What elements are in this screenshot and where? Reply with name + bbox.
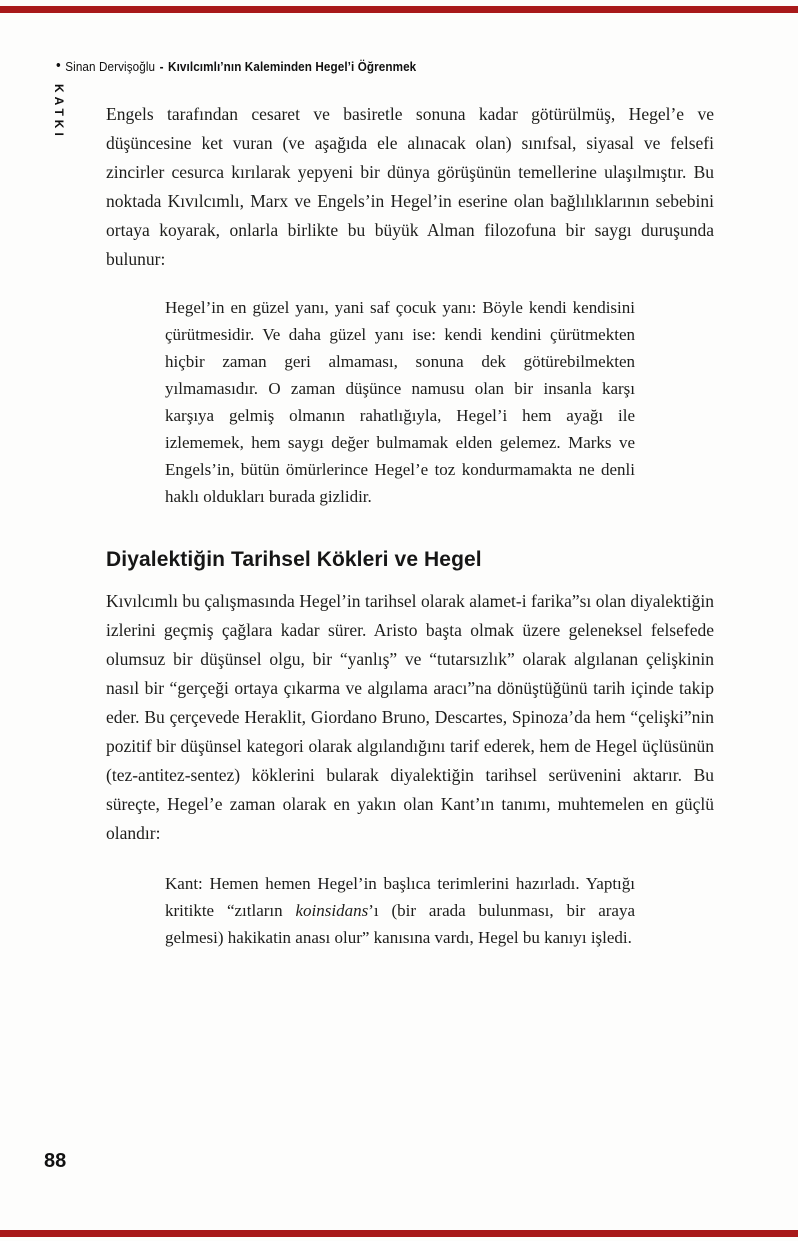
bullet-icon: • <box>56 57 61 74</box>
page-body <box>106 100 714 951</box>
section-heading: Diyalektiğin Tarihsel Kökleri ve Hegel <box>106 548 482 571</box>
header-author: Sinan Dervişoğlu <box>65 59 156 74</box>
page-number: 88 <box>44 1150 67 1172</box>
quote-2-text-end: ’ı (bir arada bulunması, bir araya gelmesi) hakikatin anası olur” kanısına vardı, Hegel bu kanıyı işledi. <box>165 901 635 947</box>
header-title: Kıvılcımlı’nın Kaleminden Hegel’i Öğrenmek <box>168 59 417 74</box>
blockquote-1: Hegel’in en güzel yanı, yani saf çocuk yanı: Böyle kendi kendisini çürütmesidir. Ve daha güzel yanı ise: kendi kendini çürütmekten hiçbir zaman geri almaması, sonuna dek götürebilmekten yılmamasıdır. O zaman düşünce namusu olan bir insanla karşı karşıya gelmiş olmanın rahatlığıyla, Hegel’i hem ayağı ile izlememek, hem saygı değer bulmamak elden gelemez. Marks ve Engels’in, bütün ömürlerince Hegel’e toz kondurmamakta ne denli haklı oldukları burada gizlidir. <box>165 298 635 506</box>
quote-2-text-start: Kant: Hemen hemen Hegel’in başlıca terimlerini hazırladı. Yaptığı kritikte “zıtların <box>165 874 635 920</box>
paragraph-1: Engels tarafından cesaret ve basiretle sonuna kadar götürülmüş, Hegel’e ve düşüncesine ket vuran (ve aşağıda ele alınacak olan) sınıfsal, siyasal ve felsefi zincirler cesurca kırılarak yepyeni bir dünya görüşünün temellerine ulaşılmıştır. Bu noktada Kıvılcımlı, Marx ve Engels’in Hegel’in eserine olan bağlılıklarının sebebini ortaya koyarak, onlarla birlikte bu büyük Alman filozofuna bir saygı duruşunda bulunur: <box>106 104 714 269</box>
running-header <box>56 59 416 74</box>
quote-2-italic-term: koinsidans <box>295 901 369 920</box>
top-accent-bar <box>0 6 798 13</box>
paragraph-2: Kıvılcımlı bu çalışmasında Hegel’in tarihsel olarak alamet-i farika”sı olan diyalektiğin izlerini geçmiş çağlara kadar sürer. Aristo başta olmak üzere geleneksel felsefede olumsuz bir düşünsel olgu, bir “yanlış” ve “tutarsızlık” olarak algılanan çelişkinin nasıl bir “gerçeği ortaya çıkarma ve algılama aracı”na dönüştüğünü tarih içinde takip eder. Bu çerçevede Heraklit, Giordano Bruno, Descartes, Spinoza’da hem “çelişki”nin pozitif bir düşünsel kategori olarak algılandığını tarif ederek, hem de Hegel üçlüsünün (tez-antitez-sentez) köklerini bularak diyalektiğin tarihsel serüvenini aktarır. Bu süreçte, Hegel’e zaman olarak en yakın olan Kant’ın tanımı, muhtemelen en güçlü olandır: <box>106 591 714 843</box>
header-separator: - <box>159 59 164 74</box>
blockquote-2 <box>165 870 635 951</box>
bottom-accent-bar <box>0 1230 798 1237</box>
side-label-katki: KATKI <box>52 84 66 140</box>
